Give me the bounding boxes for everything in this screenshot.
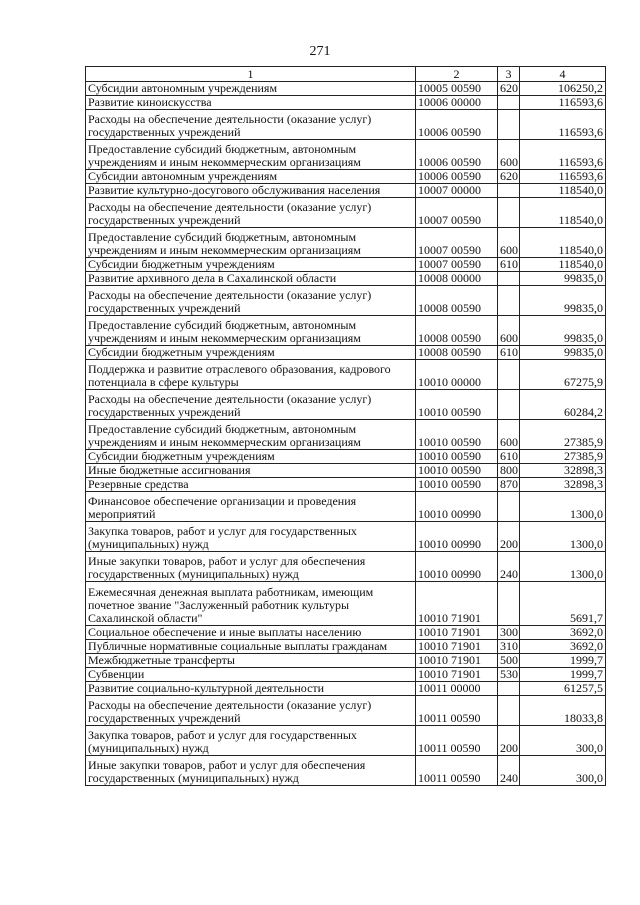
row-amount: 1300,0 (520, 522, 606, 552)
row-name: Субвенции (86, 668, 416, 682)
row-code: 10007 00590 (416, 228, 498, 258)
row-expense-type: 600 (498, 228, 520, 258)
row-expense-type (498, 360, 520, 390)
row-expense-type: 600 (498, 140, 520, 170)
table-row (86, 640, 606, 654)
row-code: 10005 00590 (416, 82, 498, 96)
row-amount: 18033,8 (520, 696, 606, 726)
row-expense-type (498, 198, 520, 228)
row-amount: 61257,5 (520, 682, 606, 696)
table-row (86, 582, 606, 626)
row-expense-type: 500 (498, 654, 520, 668)
row-expense-type: 240 (498, 756, 520, 786)
row-code: 10008 00590 (416, 286, 498, 316)
row-expense-type (498, 582, 520, 626)
table-row (86, 552, 606, 582)
row-expense-type: 300 (498, 626, 520, 640)
table-row (86, 184, 606, 198)
row-expense-type: 310 (498, 640, 520, 654)
row-expense-type: 620 (498, 170, 520, 184)
row-name: Развитие культурно-досугового обслуживания населения (86, 184, 416, 198)
row-amount: 300,0 (520, 756, 606, 786)
row-code: 10008 00590 (416, 316, 498, 346)
row-amount: 27385,9 (520, 450, 606, 464)
row-code: 10010 00990 (416, 522, 498, 552)
row-amount: 1300,0 (520, 492, 606, 522)
row-expense-type (498, 184, 520, 198)
row-code: 10010 00590 (416, 390, 498, 420)
table-row (86, 696, 606, 726)
row-amount: 32898,3 (520, 478, 606, 492)
row-amount: 27385,9 (520, 420, 606, 450)
row-name: Поддержка и развитие отраслевого образования, кадрового потенциала в сфере культуры (86, 360, 416, 390)
row-name: Субсидии автономным учреждениям (86, 170, 416, 184)
table-row (86, 478, 606, 492)
table-row (86, 140, 606, 170)
row-name: Иные закупки товаров, работ и услуг для обеспечения государственных (муниципальных) нужд (86, 552, 416, 582)
row-expense-type: 610 (498, 450, 520, 464)
row-name: Расходы на обеспечение деятельности (оказание услуг) государственных учреждений (86, 286, 416, 316)
row-code: 10010 71901 (416, 640, 498, 654)
row-code: 10010 00990 (416, 492, 498, 522)
row-name: Субсидии автономным учреждениям (86, 82, 416, 96)
row-amount: 300,0 (520, 726, 606, 756)
table-row (86, 96, 606, 110)
row-name: Межбюджетные трансферты (86, 654, 416, 668)
table-row (86, 272, 606, 286)
table-row (86, 198, 606, 228)
column-header-amount: 4 (520, 67, 606, 82)
row-name: Развитие киноискусства (86, 96, 416, 110)
row-expense-type: 600 (498, 316, 520, 346)
table-row (86, 286, 606, 316)
row-expense-type (498, 492, 520, 522)
table-row (86, 82, 606, 96)
row-code: 10011 00590 (416, 726, 498, 756)
row-name: Субсидии бюджетным учреждениям (86, 258, 416, 272)
row-amount: 106250,2 (520, 82, 606, 96)
table-row (86, 420, 606, 450)
page-number: 271 (309, 44, 331, 59)
row-name: Иные закупки товаров, работ и услуг для обеспечения государственных (муниципальных) нужд (86, 756, 416, 786)
row-name: Закупка товаров, работ и услуг для государственных (муниципальных) нужд (86, 726, 416, 756)
row-amount: 118540,0 (520, 198, 606, 228)
table-row (86, 682, 606, 696)
row-amount: 3692,0 (520, 640, 606, 654)
row-amount: 3692,0 (520, 626, 606, 640)
row-code: 10010 00590 (416, 450, 498, 464)
table-row (86, 668, 606, 682)
row-code: 10006 00590 (416, 110, 498, 140)
row-code: 10011 00590 (416, 756, 498, 786)
row-amount: 99835,0 (520, 316, 606, 346)
row-code: 10006 00590 (416, 140, 498, 170)
table-row (86, 626, 606, 640)
column-header-name: 1 (86, 67, 416, 82)
row-amount: 1300,0 (520, 552, 606, 582)
table-body (86, 82, 606, 786)
row-name: Предоставление субсидий бюджетным, автономным учреждениям и иным некоммерческим организациям (86, 140, 416, 170)
row-name: Расходы на обеспечение деятельности (оказание услуг) государственных учреждений (86, 696, 416, 726)
row-code: 10010 71901 (416, 582, 498, 626)
row-expense-type (498, 682, 520, 696)
row-code: 10008 00590 (416, 346, 498, 360)
row-name: Субсидии бюджетным учреждениям (86, 346, 416, 360)
row-amount: 60284,2 (520, 390, 606, 420)
row-amount: 5691,7 (520, 582, 606, 626)
row-expense-type: 800 (498, 464, 520, 478)
row-expense-type (498, 96, 520, 110)
row-code: 10010 00990 (416, 552, 498, 582)
table-row (86, 170, 606, 184)
row-name: Закупка товаров, работ и услуг для государственных (муниципальных) нужд (86, 522, 416, 552)
row-code: 10006 00590 (416, 170, 498, 184)
row-amount: 1999,7 (520, 654, 606, 668)
table-row (86, 492, 606, 522)
row-name: Расходы на обеспечение деятельности (оказание услуг) государственных учреждений (86, 110, 416, 140)
row-code: 10010 00590 (416, 420, 498, 450)
row-code: 10010 71901 (416, 654, 498, 668)
table-row (86, 228, 606, 258)
row-amount: 118540,0 (520, 184, 606, 198)
row-expense-type: 610 (498, 258, 520, 272)
row-name: Резервные средства (86, 478, 416, 492)
row-expense-type: 530 (498, 668, 520, 682)
row-amount: 1999,7 (520, 668, 606, 682)
table-header-row (86, 67, 606, 82)
table-row (86, 110, 606, 140)
row-amount: 116593,6 (520, 96, 606, 110)
row-code: 10008 00000 (416, 272, 498, 286)
row-name: Расходы на обеспечение деятельности (оказание услуг) государственных учреждений (86, 198, 416, 228)
row-name: Субсидии бюджетным учреждениям (86, 450, 416, 464)
row-amount: 99835,0 (520, 346, 606, 360)
row-code: 10007 00590 (416, 258, 498, 272)
table-row (86, 726, 606, 756)
table-row (86, 450, 606, 464)
row-name: Расходы на обеспечение деятельности (оказание услуг) государственных учреждений (86, 390, 416, 420)
row-name: Ежемесячная денежная выплата работникам, имеющим почетное звание "Заслуженный работник культуры Сахалинской области" (86, 582, 416, 626)
column-header-expense-type: 3 (498, 67, 520, 82)
row-expense-type (498, 286, 520, 316)
row-name: Развитие социально-культурной деятельности (86, 682, 416, 696)
row-name: Публичные нормативные социальные выплаты гражданам (86, 640, 416, 654)
row-code: 10011 00590 (416, 696, 498, 726)
row-name: Предоставление субсидий бюджетным, автономным учреждениям и иным некоммерческим организациям (86, 420, 416, 450)
row-code: 10010 00590 (416, 478, 498, 492)
row-amount: 32898,3 (520, 464, 606, 478)
row-expense-type: 870 (498, 478, 520, 492)
row-expense-type: 610 (498, 346, 520, 360)
row-expense-type: 240 (498, 552, 520, 582)
row-expense-type: 200 (498, 522, 520, 552)
column-header-code: 2 (416, 67, 498, 82)
row-amount: 116593,6 (520, 170, 606, 184)
table-row (86, 464, 606, 478)
row-name: Предоставление субсидий бюджетным, автономным учреждениям и иным некоммерческим организациям (86, 316, 416, 346)
row-code: 10010 00590 (416, 464, 498, 478)
row-expense-type: 200 (498, 726, 520, 756)
row-amount: 99835,0 (520, 272, 606, 286)
row-code: 10007 00590 (416, 198, 498, 228)
table-row (86, 756, 606, 786)
row-amount: 118540,0 (520, 228, 606, 258)
row-code: 10006 00000 (416, 96, 498, 110)
row-expense-type: 600 (498, 420, 520, 450)
table-row (86, 346, 606, 360)
table-row (86, 654, 606, 668)
table-row (86, 522, 606, 552)
row-code: 10010 71901 (416, 668, 498, 682)
row-amount: 116593,6 (520, 140, 606, 170)
table-row (86, 360, 606, 390)
table-row (86, 390, 606, 420)
row-code: 10011 00000 (416, 682, 498, 696)
row-name: Социальное обеспечение и иные выплаты населению (86, 626, 416, 640)
row-expense-type (498, 272, 520, 286)
row-name: Развитие архивного дела в Сахалинской области (86, 272, 416, 286)
row-code: 10010 00000 (416, 360, 498, 390)
row-expense-type (498, 110, 520, 140)
row-amount: 116593,6 (520, 110, 606, 140)
row-expense-type: 620 (498, 82, 520, 96)
row-expense-type (498, 696, 520, 726)
table-row (86, 258, 606, 272)
row-expense-type (498, 390, 520, 420)
budget-table (85, 66, 606, 786)
row-amount: 99835,0 (520, 286, 606, 316)
table-row (86, 316, 606, 346)
row-name: Предоставление субсидий бюджетным, автономным учреждениям и иным некоммерческим организациям (86, 228, 416, 258)
row-code: 10010 71901 (416, 626, 498, 640)
row-amount: 118540,0 (520, 258, 606, 272)
row-amount: 67275,9 (520, 360, 606, 390)
row-name: Финансовое обеспечение организации и проведения мероприятий (86, 492, 416, 522)
row-name: Иные бюджетные ассигнования (86, 464, 416, 478)
row-code: 10007 00000 (416, 184, 498, 198)
